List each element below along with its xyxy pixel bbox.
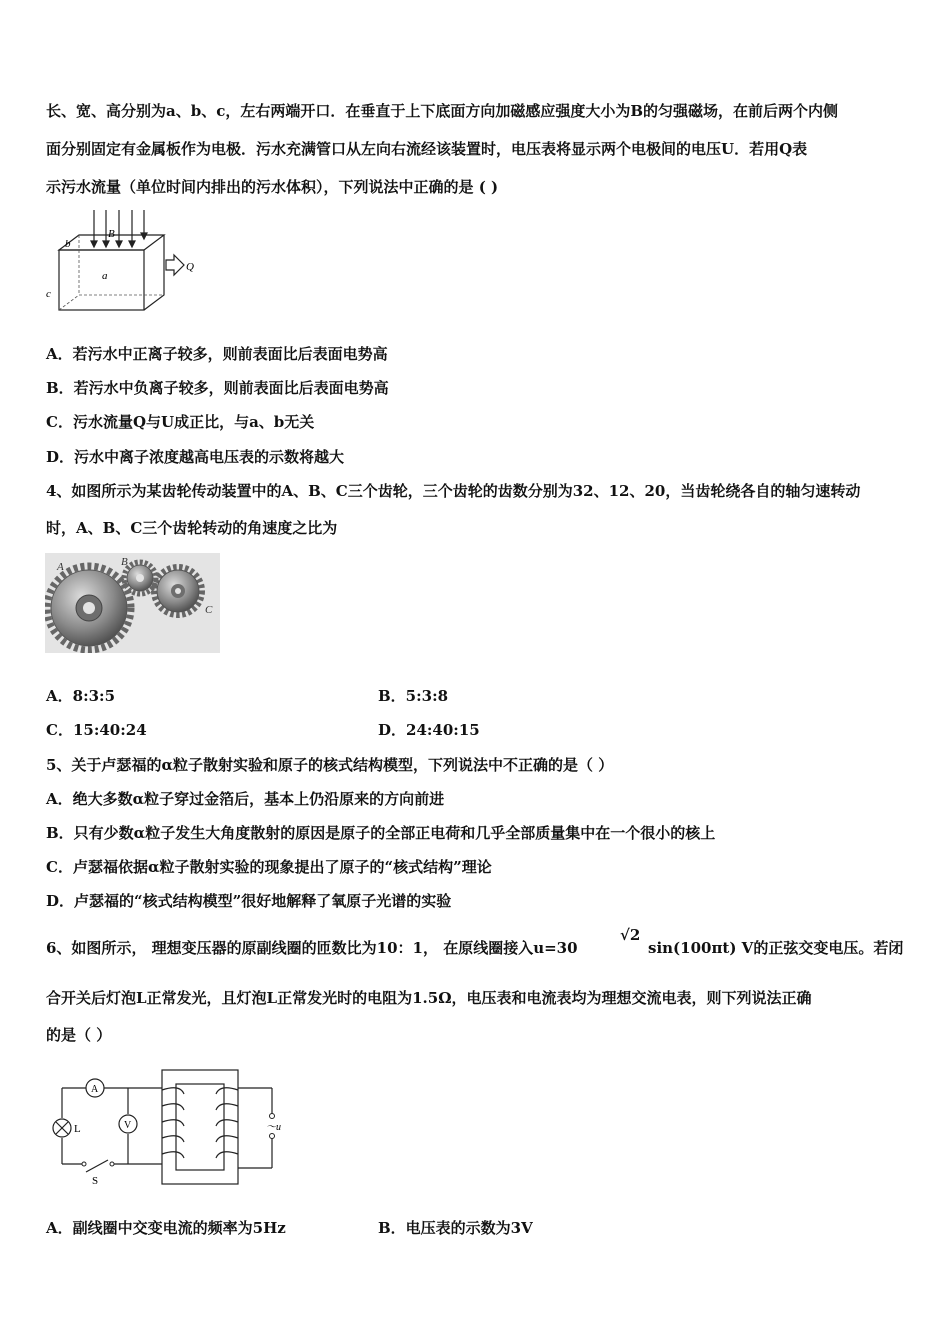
q6-option-b: B．电压表的示数为3V [378, 1219, 533, 1237]
flowmeter-figure [44, 205, 194, 315]
ammeter-label: A [91, 1084, 99, 1095]
label-Q: Q [186, 261, 194, 273]
label-a: a [102, 270, 108, 282]
q6-stem-line-3: 的是（ ） [46, 1026, 112, 1044]
gear-label-b: B [121, 556, 128, 568]
q4-option-d: D．24:40:15 [378, 721, 480, 739]
q3-option-a: A．若污水中正离子较多，则前表面比后表面电势高 [46, 345, 388, 363]
q3-option-b: B．若污水中负离子较多，则前表面比后表面电势高 [46, 379, 389, 397]
gears-figure [45, 553, 220, 653]
q4-option-b: B．5:3:8 [378, 687, 449, 705]
q6-option-a: A．副线圈中交变电流的频率为5Hz [46, 1219, 286, 1237]
q3-stem-line-2: 面分别固定有金属板作为电极．污水充满管口从左向右流经该装置时，电压表将显示两个电极间的电压U．若用Q表 [46, 140, 808, 158]
q6-stem-part-1: 6、如图所示， 理想变压器的原副线圈的匝数比为10：1， 在原线圈接入u=30 [46, 939, 578, 957]
transformer-circuit-figure [44, 1068, 300, 1190]
q5-option-a: A．绝大多数α粒子穿过金箔后，基本上仍沿原来的方向前进 [46, 790, 445, 808]
q4-stem-line-1: 4、如图所示为某齿轮传动装置中的A、B、C三个齿轮，三个齿轮的齿数分别为32、12、20，当齿轮绕各自的轴匀速转动 [46, 482, 861, 500]
gear-label-a: A [57, 561, 64, 573]
q3-stem-line-3: 示污水流量（单位时间内排出的污水体积），下列说法中正确的是 ( ) [46, 178, 499, 196]
voltmeter-label: V [124, 1120, 132, 1131]
q3-option-c: C．污水流量Q与U成正比，与a、b无关 [46, 413, 315, 431]
switch-label: S [92, 1175, 99, 1187]
q5-option-c: C．卢瑟福依据α粒子散射实验的现象提出了原子的“核式结构”理论 [46, 858, 492, 876]
q4-stem-line-2: 时，A、B、C三个齿轮转动的角速度之比为 [46, 519, 338, 537]
q6-stem-part-2: sin(100πt) V的正弦交变电压。若闭 [648, 939, 904, 957]
label-B: B [108, 228, 115, 240]
q4-option-a: A．8:3:5 [46, 687, 116, 705]
q5-option-d: D．卢瑟福的“核式结构模型”很好地解释了氧原子光谱的实验 [46, 892, 452, 910]
q3-stem-line-1: 长、宽、高分别为a、b、c，左右两端开口．在垂直于上下底面方向加磁感应强度大小为B的匀强磁场，在前后两个内侧 [46, 102, 839, 120]
q3-option-d: D．污水中离子浓度越高电压表的示数将越大 [46, 448, 345, 466]
q5-stem: 5、关于卢瑟福的α粒子散射实验和原子的核式结构模型，下列说法中不正确的是（ ） [46, 756, 614, 774]
q5-option-b: B．只有少数α粒子发生大角度散射的原因是原子的全部正电荷和几乎全部质量集中在一个很小的核上 [46, 824, 716, 842]
sqrt-symbol: √2 [620, 926, 641, 944]
source-label: ～u [266, 1122, 281, 1133]
gear-label-c: C [205, 604, 213, 616]
q4-option-c: C．15:40:24 [46, 721, 147, 739]
q6-stem-line-2: 合开关后灯泡L正常发光，且灯泡L正常发光时的电阻为1.5Ω，电压表和电流表均为理想交流电表，则下列说法正确 [46, 989, 812, 1007]
label-b: b [65, 238, 71, 250]
lamp-label: L [74, 1123, 81, 1135]
label-c: c [46, 288, 51, 300]
